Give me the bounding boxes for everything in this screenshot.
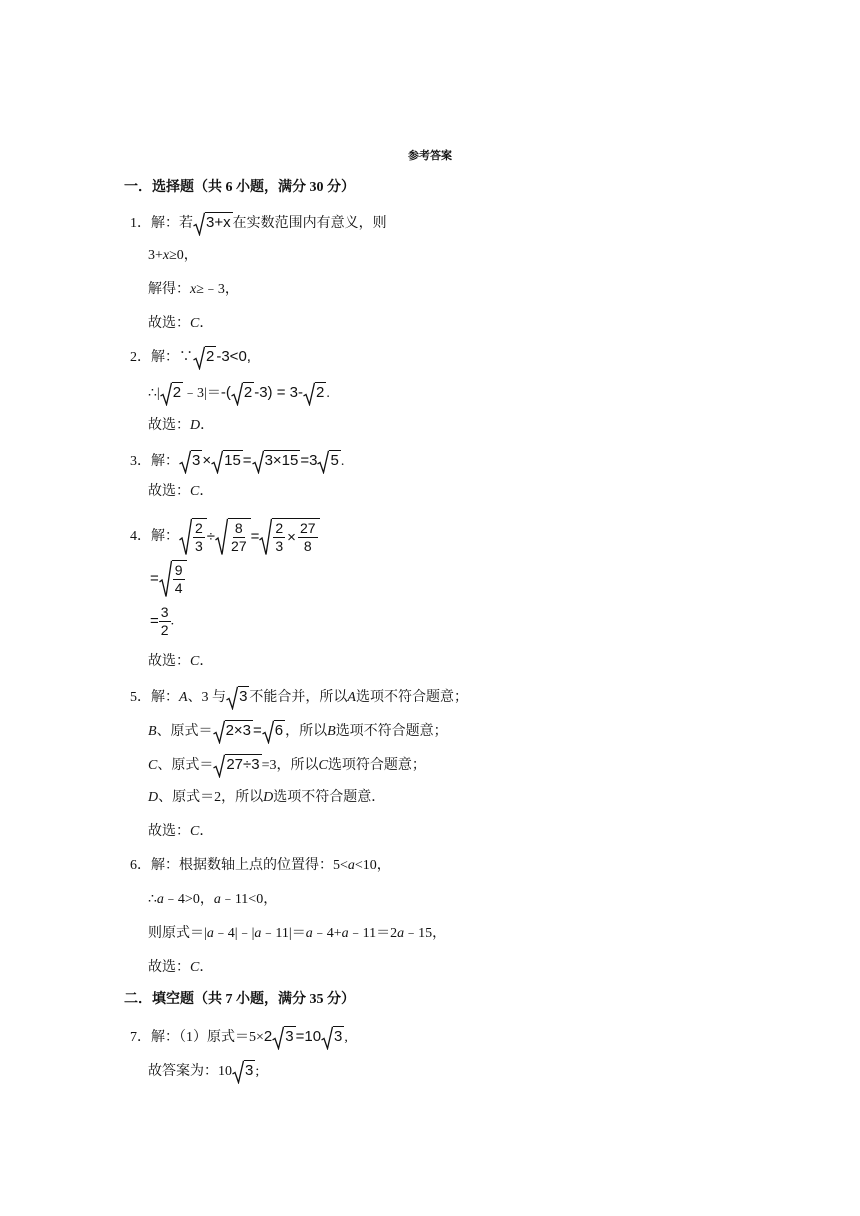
q6-line-4: 故选：C． bbox=[148, 960, 214, 975]
radical: 6 bbox=[262, 720, 285, 744]
radical: 27÷3 bbox=[213, 754, 261, 778]
q3-line-2: 故选：C． bbox=[148, 484, 214, 499]
radical: $\frac{2}{3}$ × $\frac{27}{8}$ bbox=[259, 518, 319, 556]
q6-line-2: ∴a﹣4>0，a﹣11<0， bbox=[148, 892, 278, 907]
section-heading-fill: 二．填空题（共 7 小题，满分 35 分） bbox=[124, 992, 355, 1007]
q6-line-3: 则原式＝|a﹣4|﹣|a﹣11|＝a﹣4+a﹣11＝2a﹣15， bbox=[148, 926, 447, 941]
radical: 3×15 bbox=[252, 450, 301, 474]
radical: 3 bbox=[226, 686, 249, 710]
radical: 3 bbox=[179, 450, 202, 474]
radical bbox=[159, 560, 187, 598]
radical: 2 bbox=[160, 382, 183, 406]
q4-line-4: 故选：C． bbox=[148, 654, 214, 669]
q5-line-3: C、原式＝ 27÷3 =3，所以C选项符合题意； bbox=[148, 754, 426, 778]
q7-line-1: 7．解：（1）原式＝5×2 3 =10 3 , bbox=[130, 1026, 348, 1050]
radical bbox=[179, 518, 207, 556]
q4-line-2: = $\frac{9}{4}$ bbox=[150, 560, 187, 598]
q6-line-1: 6．解：根据数轴上点的位置得：5<a<10， bbox=[130, 858, 391, 873]
q5-line-2: B、原式＝ 2×3 = 6 ，所以B选项不符合题意； bbox=[148, 720, 448, 744]
radical: 3 bbox=[321, 1026, 344, 1050]
fraction: $\frac{2}{3}$ bbox=[275, 520, 284, 554]
fraction: $\frac{27}{8}$ bbox=[299, 520, 316, 554]
radical: 3 bbox=[272, 1026, 295, 1050]
radical: 2 bbox=[231, 382, 254, 406]
fraction: $\frac{9}{4}$ bbox=[174, 562, 183, 596]
radical: 15 bbox=[211, 450, 243, 474]
q1-line-4: 故选：C． bbox=[148, 316, 214, 331]
q2-line-1: 2．解：∵ 2 -3<0, bbox=[130, 346, 251, 370]
q3-line-1: 3．解： 3 × 15 = 3×15 =3 5 . bbox=[130, 450, 344, 474]
fraction: $\frac{3}{2}$ bbox=[160, 604, 169, 638]
q5-line-1: 5．解：A、3 与 3 不能合并，所以A选项不符合题意； bbox=[130, 686, 468, 710]
q5-line-5: 故选：C． bbox=[148, 824, 214, 839]
radical: 3+x bbox=[193, 212, 233, 236]
radical: 2 bbox=[193, 346, 216, 370]
q1-line-2: 3+x≥0， bbox=[148, 248, 198, 263]
q7-line-2: 故答案为：10 3 ; bbox=[148, 1060, 259, 1084]
page-title: 参考答案 bbox=[408, 150, 452, 162]
radical: 3 bbox=[232, 1060, 255, 1084]
q2-line-3: 故选：D． bbox=[148, 418, 215, 433]
radical: 5 bbox=[317, 450, 340, 474]
radical: 2×3 bbox=[213, 720, 253, 744]
fraction: $\frac{8}{27}$ bbox=[231, 520, 247, 554]
q4-line-1: 4．解： $\frac{2}{3}$ ÷ $\frac{8}{27}$ = $\frac{2}{3}$ × $\frac{27}{8}$ bbox=[130, 518, 320, 556]
section-heading-choice: 一．选择题（共 6 小题，满分 30 分） bbox=[124, 180, 355, 195]
q2-line-2: ∴| 2 ﹣3|＝-( 2 -3) = 3- 2 . bbox=[148, 382, 330, 406]
q1-line-3: 解得：x≥﹣3， bbox=[148, 282, 239, 297]
fraction: $\frac{2}{3}$ bbox=[195, 520, 203, 554]
radical: 2 bbox=[303, 382, 326, 406]
radical bbox=[215, 518, 251, 556]
q4-line-3: = $\frac{3}{2}$ . bbox=[150, 604, 175, 638]
q1-line-1: 1．解：若 3+x 在实数范围内有意义，则 bbox=[130, 212, 387, 236]
q5-line-4: D、原式＝2，所以D选项不符合题意． bbox=[148, 790, 386, 805]
